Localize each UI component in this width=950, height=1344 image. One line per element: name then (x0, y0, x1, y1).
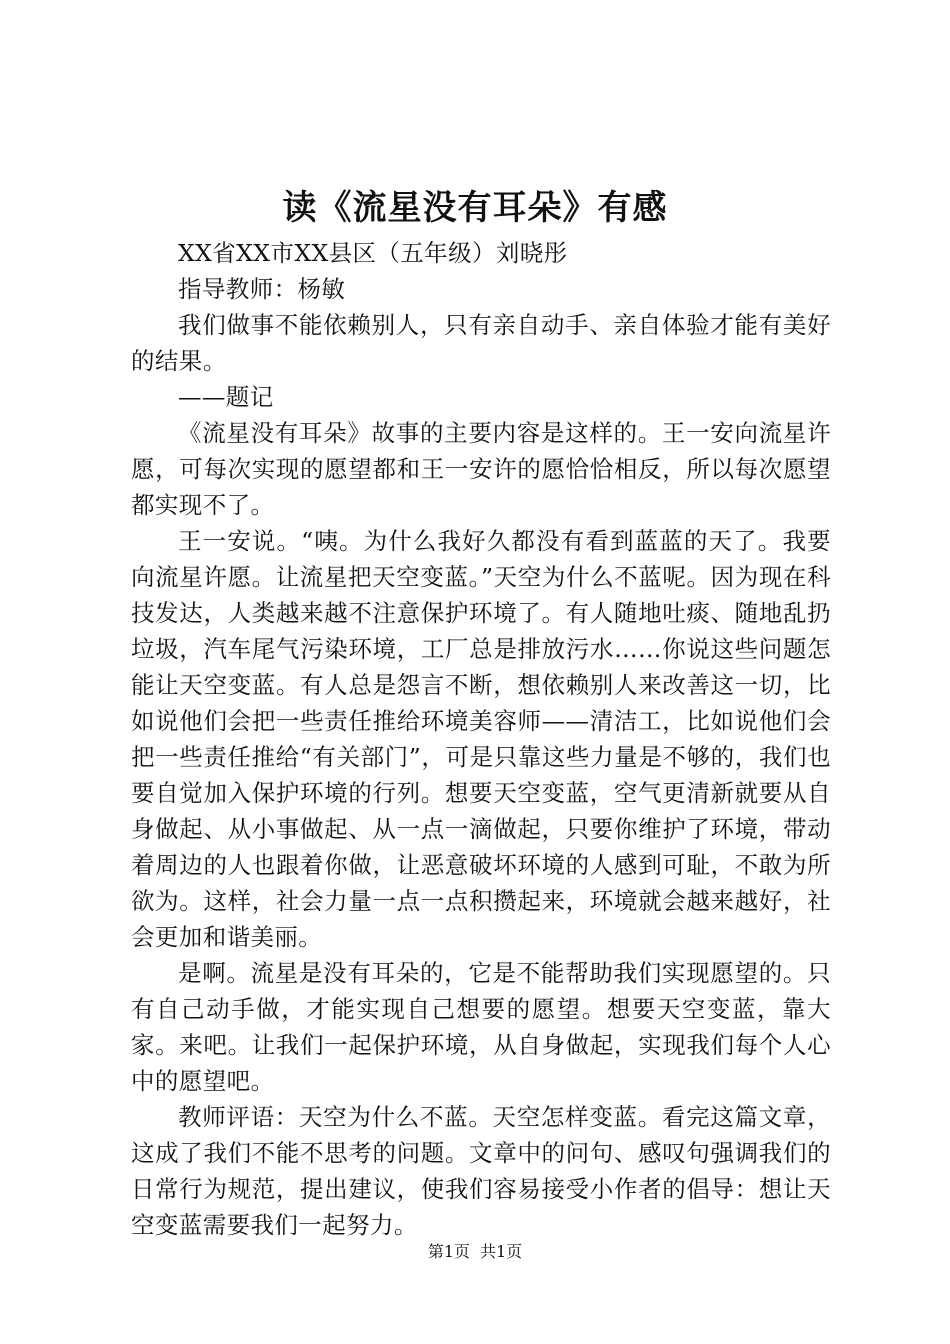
document-title: 读《流星没有耳朵》有感 (282, 188, 668, 228)
epigraph-source: ——题记 (178, 383, 274, 411)
document-body (131, 235, 831, 1243)
page-number: 第1页 (427, 1242, 470, 1261)
page-footer (0, 1240, 950, 1264)
author-line: XX省XX市XX县区（五年级）刘晓彤 (178, 239, 568, 267)
paragraph: 教师评语：天空为什么不蓝。天空怎样变蓝。看完这篇文章，这成了我们不能不思考的问题。文章中的问句、感叹句强调我们的日常行为规范，提出建议，使我们容易接受小作者的倡导：想让天空变蓝需要我们一起努力。 (131, 1103, 831, 1239)
page-total: 共1页 (480, 1242, 523, 1261)
epigraph: 我们做事不能依赖别人，只有亲自动手、亲自体验才能有美好的结果。 (131, 311, 831, 375)
paragraph: 是啊。流星是没有耳朵的，它是不能帮助我们实现愿望的。只有自己动手做，才能实现自己想要的愿望。想要天空变蓝，靠大家。来吧。让我们一起保护环境，从自身做起，实现我们每个人心中的愿望吧。 (131, 959, 831, 1095)
paragraph: 王一安说。“咦。为什么我好久都没有看到蓝蓝的天了。我要向流星许愿。让流星把天空变蓝。”天空为什么不蓝呢。因为现在科技发达，人类越来越不注意保护环境了。有人随地吐痰、随地乱扔垃圾，汽车尾气污染环境，工厂总是排放污水……你说这些问题怎能让天空变蓝。有人总是怨言不断，想依赖别人来改善这一切，比如说他们会把一些责任推给环境美容师——清洁工，比如说他们会把一些责任推给“有关部门”，可是只靠这些力量是不够的，我们也要自觉加入保护环境的行列。想要天空变蓝，空气更清新就要从自身做起、从小事做起、从一点一滴做起，只要你维护了环境，带动着周边的人也跟着你做，让恶意破坏环境的人感到可耻，不敢为所欲为。这样，社会力量一点一点积攒起来，环境就会越来越好，社会更加和谐美丽。 (131, 527, 831, 951)
paragraph: 《流星没有耳朵》故事的主要内容是这样的。王一安向流星许愿，可每次实现的愿望都和王一安许的愿恰恰相反，所以每次愿望都实现不了。 (131, 419, 831, 519)
teacher-line: 指导教师：杨敏 (178, 275, 346, 303)
